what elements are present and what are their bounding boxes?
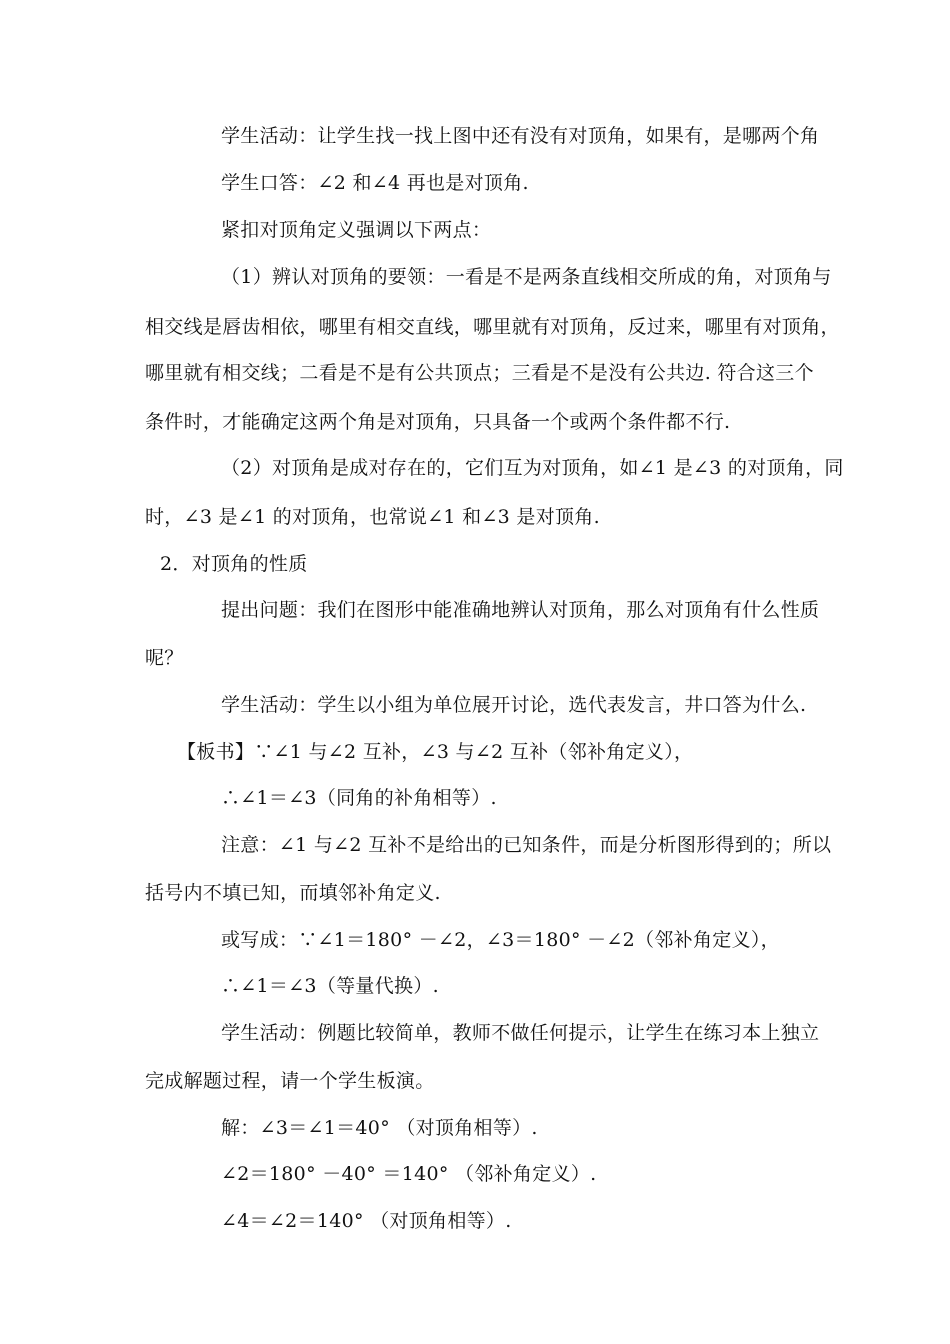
paragraph-note-line-1: 注意：∠1 与∠2 互补不是给出的已知条件，而是分析图形得到的；所以 bbox=[221, 834, 832, 856]
paragraph-student-activity-find-angles: 学生活动：让学生找一找上图中还有没有对顶角，如果有，是哪两个角 bbox=[221, 125, 820, 147]
paragraph-point-2-line-2: 时，∠3 是∠1 的对顶角，也常说∠1 和∠3 是对顶角. bbox=[145, 506, 600, 528]
solution-step-2: ∠2＝180° －40° ＝140° （邻补角定义）. bbox=[221, 1163, 597, 1185]
alternative-proof-therefore: ∴∠1＝∠3（等量代换）. bbox=[221, 975, 439, 997]
paragraph-point-1-line-3: 哪里就有相交线；二看是不是有公共顶点；三看是不是没有公共边. 符合这三个 bbox=[145, 362, 814, 384]
paragraph-question-line-1: 提出问题：我们在图形中能准确地辨认对顶角，那么对顶角有什么性质 bbox=[221, 599, 820, 621]
solution-step-3: ∠4＝∠2＝140° （对顶角相等）. bbox=[221, 1210, 512, 1232]
paragraph-question-line-2: 呢？ bbox=[145, 647, 184, 669]
paragraph-student-answer: 学生口答：∠2 和∠4 再也是对顶角. bbox=[221, 172, 529, 194]
paragraph-point-1-line-2: 相交线是唇齿相依，哪里有相交直线，哪里就有对顶角，反过来，哪里有对顶角， bbox=[145, 316, 840, 338]
paragraph-point-2-line-1: （2）对顶角是成对存在的，它们互为对顶角，如∠1 是∠3 的对顶角，同 bbox=[221, 457, 844, 479]
paragraph-example-activity-line-1: 学生活动：例题比较简单，教师不做任何提示，让学生在练习本上独立 bbox=[221, 1022, 820, 1044]
solution-step-1: 解：∠3＝∠1＝40° （对顶角相等）. bbox=[221, 1117, 538, 1139]
paragraph-point-1-line-4: 条件时，才能确定这两个角是对顶角，只具备一个或两个条件都不行. bbox=[145, 411, 731, 433]
alternative-proof-because: 或写成：∵∠1＝180° －∠2，∠3＝180° －∠2（邻补角定义）， bbox=[221, 929, 780, 951]
paragraph-note-line-2: 括号内不填已知，而填邻补角定义. bbox=[145, 882, 441, 904]
board-writing-because: 【板书】∵∠1 与∠2 互补，∠3 与∠2 互补（邻补角定义）， bbox=[177, 741, 694, 763]
section-heading-vertical-angle-property: 2．对顶角的性质 bbox=[160, 553, 308, 575]
paragraph-emphasis-intro: 紧扣对顶角定义强调以下两点： bbox=[221, 219, 492, 241]
paragraph-point-1-line-1: （1）辨认对顶角的要领：一看是不是两条直线相交所成的角，对顶角与 bbox=[221, 266, 832, 288]
board-writing-therefore: ∴∠1＝∠3（同角的补角相等）. bbox=[221, 787, 497, 809]
paragraph-example-activity-line-2: 完成解题过程，请一个学生板演。 bbox=[145, 1070, 435, 1092]
paragraph-group-discussion: 学生活动：学生以小组为单位展开讨论，选代表发言，井口答为什么. bbox=[221, 694, 807, 716]
